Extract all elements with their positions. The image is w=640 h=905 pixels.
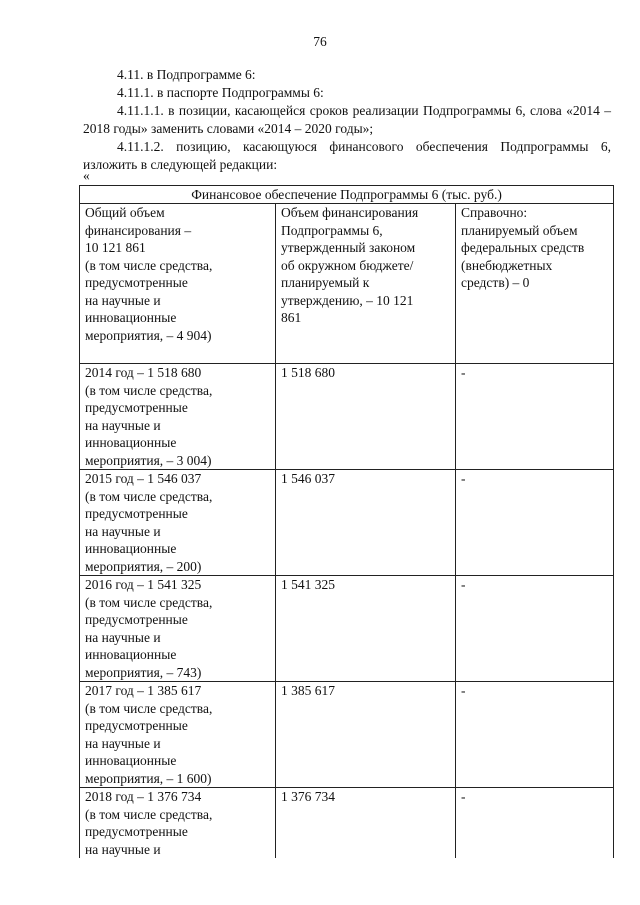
year-approved-cell: 1 546 037 [276,470,456,576]
table-row [80,682,614,788]
table-title-row [80,186,614,204]
year-total-cell: 2015 год – 1 546 037 (в том числе средства, предусмотренные на научные и инновационные мероприятия, – 200) [80,470,276,576]
federal-funds-cell: Справочно: планируемый объем федеральных средств (внебюджетных средств) – 0 [456,204,614,364]
table-row [80,788,614,859]
year-total-cell: 2014 год – 1 518 680 (в том числе средства, предусмотренные на научные и инновационные мероприятия, – 3 004) [80,364,276,470]
year-total-cell: 2018 год – 1 376 734 (в том числе средства, предусмотренные на научные и [80,788,276,859]
year-approved-cell: 1 518 680 [276,364,456,470]
year-federal-cell: - [456,576,614,682]
total-financing-cell: Общий объем финансирования – 10 121 861 (в том числе средства, предусмотренные на научные и инновационные мероприятия, – 4 904) [80,204,276,364]
table-row [80,576,614,682]
document-body [83,66,611,174]
year-federal-cell: - [456,682,614,788]
year-federal-cell: - [456,788,614,859]
approved-financing-cell: Объем финансирования Подпрограммы 6, утвержденный законом об окружном бюджете/ планируемый к утверждению, – 10 121 861 [276,204,456,364]
paragraph-4-11-1-2: 4.11.1.2. позицию, касающуюся финансового обеспечения Подпрограммы 6, изложить в следующей редакции: [83,139,611,172]
page-number: 76 [313,34,327,49]
paragraph-4-11-1: 4.11.1. в паспорте Подпрограммы 6: [117,85,324,100]
table-row [80,470,614,576]
opening-quote-mark: « [83,168,90,183]
table-header-row [80,204,614,364]
year-approved-cell: 1 385 617 [276,682,456,788]
paragraph-4-11: 4.11. в Подпрограмме 6: [117,67,256,82]
year-federal-cell: - [456,364,614,470]
year-total-cell: 2016 год – 1 541 325 (в том числе средства, предусмотренные на научные и инновационные мероприятия, – 743) [80,576,276,682]
year-total-cell: 2017 год – 1 385 617 (в том числе средства, предусмотренные на научные и инновационные мероприятия, – 1 600) [80,682,276,788]
financing-table [79,185,614,858]
table-title: Финансовое обеспечение Подпрограммы 6 (тыс. руб.) [80,186,614,204]
table-row [80,364,614,470]
year-approved-cell: 1 376 734 [276,788,456,859]
year-approved-cell: 1 541 325 [276,576,456,682]
paragraph-4-11-1-1: 4.11.1.1. в позиции, касающейся сроков реализации Подпрограммы 6, слова «2014 – 2018 годы» заменить словами «2014 – 2020 годы»; [83,103,611,136]
year-federal-cell: - [456,470,614,576]
